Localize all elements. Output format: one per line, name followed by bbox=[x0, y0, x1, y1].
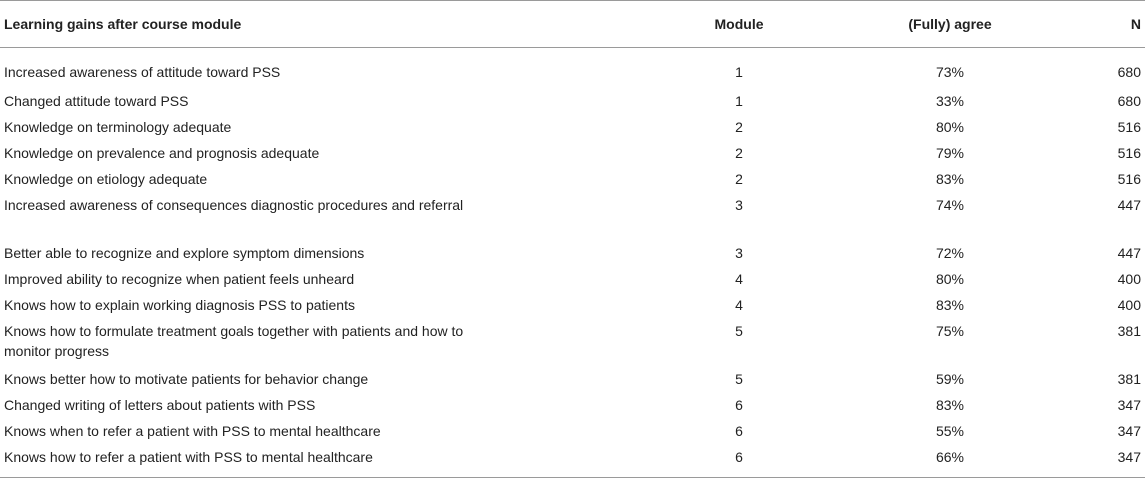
cell-agree: 83% bbox=[935, 296, 965, 313]
cell-agree: 59% bbox=[935, 370, 965, 387]
table-row bbox=[0, 292, 1145, 318]
cell-gain: Knows how to formulate treatment goals together with patients and how to monitor progress bbox=[4, 322, 464, 359]
cell-module: 5 bbox=[735, 370, 743, 387]
cell-agree: 80% bbox=[935, 118, 965, 135]
table-row bbox=[0, 240, 1145, 266]
table-row bbox=[0, 318, 1145, 366]
cell-module: 2 bbox=[735, 170, 743, 187]
table-row bbox=[0, 192, 1145, 240]
cell-gain: Improved ability to recognize when patient feels unheard bbox=[4, 270, 355, 287]
cell-gain: Knowledge on etiology adequate bbox=[4, 170, 208, 187]
cell-agree: 73% bbox=[935, 64, 965, 80]
cell-n: 347 bbox=[1117, 448, 1141, 465]
cell-n: 400 bbox=[1117, 270, 1141, 287]
cell-agree: 83% bbox=[935, 170, 965, 187]
cell-n: 516 bbox=[1117, 170, 1141, 187]
header-learning-gains: Learning gains after course module bbox=[0, 1, 585, 48]
table-row bbox=[0, 48, 1145, 88]
cell-n: 400 bbox=[1117, 296, 1141, 313]
cell-agree: 75% bbox=[935, 322, 965, 339]
cell-module: 5 bbox=[735, 322, 743, 339]
cell-agree: 80% bbox=[935, 270, 965, 287]
cell-n: 381 bbox=[1117, 370, 1141, 387]
cell-agree: 74% bbox=[935, 196, 965, 213]
header-n: N bbox=[1065, 1, 1145, 48]
cell-gain: Knows how to explain working diagnosis PSS to patients bbox=[4, 296, 355, 313]
table-row bbox=[0, 418, 1145, 444]
cell-agree: 33% bbox=[935, 92, 965, 109]
table-row bbox=[0, 114, 1145, 140]
cell-module: 3 bbox=[735, 244, 743, 261]
cell-gain: Better able to recognize and explore symptom dimensions bbox=[4, 244, 365, 261]
cell-module: 4 bbox=[735, 296, 743, 313]
cell-agree: 55% bbox=[935, 422, 965, 439]
header-fully-agree: (Fully) agree bbox=[835, 1, 1065, 48]
table-row bbox=[0, 366, 1145, 392]
header-module: Module bbox=[585, 1, 835, 48]
cell-n: 680 bbox=[1117, 92, 1141, 109]
cell-n: 516 bbox=[1117, 144, 1141, 161]
cell-agree: 83% bbox=[935, 396, 965, 413]
cell-n: 347 bbox=[1117, 396, 1141, 413]
cell-n: 516 bbox=[1117, 118, 1141, 135]
cell-module: 6 bbox=[735, 448, 743, 465]
cell-n: 680 bbox=[1117, 64, 1141, 80]
table-row bbox=[0, 140, 1145, 166]
cell-module: 4 bbox=[735, 270, 743, 287]
cell-module: 3 bbox=[735, 196, 743, 213]
cell-n: 347 bbox=[1117, 422, 1141, 439]
cell-gain: Increased awareness of consequences diagnostic procedures and referral bbox=[4, 196, 464, 213]
cell-agree: 79% bbox=[935, 144, 965, 161]
cell-n: 381 bbox=[1117, 322, 1141, 339]
cell-gain: Knows how to refer a patient with PSS to mental healthcare bbox=[4, 448, 373, 465]
table-row bbox=[0, 88, 1145, 114]
cell-agree: 66% bbox=[935, 448, 965, 465]
cell-module: 1 bbox=[735, 92, 743, 109]
cell-n: 447 bbox=[1117, 244, 1141, 261]
cell-module: 1 bbox=[735, 64, 743, 80]
table-row bbox=[0, 266, 1145, 292]
cell-module: 6 bbox=[735, 422, 743, 439]
cell-n: 447 bbox=[1117, 196, 1141, 213]
table-row bbox=[0, 444, 1145, 478]
cell-agree: 72% bbox=[935, 244, 965, 261]
cell-gain: Increased awareness of attitude toward PSS bbox=[4, 64, 281, 80]
cell-module: 2 bbox=[735, 144, 743, 161]
header-row bbox=[0, 1, 1145, 48]
table-body bbox=[0, 48, 1145, 478]
table-row bbox=[0, 392, 1145, 418]
table-row bbox=[0, 166, 1145, 192]
cell-module: 6 bbox=[735, 396, 743, 413]
cell-gain: Knows when to refer a patient with PSS to mental healthcare bbox=[4, 422, 381, 439]
table-header bbox=[0, 1, 1145, 48]
cell-gain: Knowledge on terminology adequate bbox=[4, 118, 232, 135]
cell-gain: Knows better how to motivate patients for behavior change bbox=[4, 370, 369, 387]
cell-gain: Changed writing of letters about patients with PSS bbox=[4, 396, 316, 413]
cell-gain: Knowledge on prevalence and prognosis adequate bbox=[4, 144, 320, 161]
cell-module: 2 bbox=[735, 118, 743, 135]
cell-gain: Changed attitude toward PSS bbox=[4, 92, 189, 109]
